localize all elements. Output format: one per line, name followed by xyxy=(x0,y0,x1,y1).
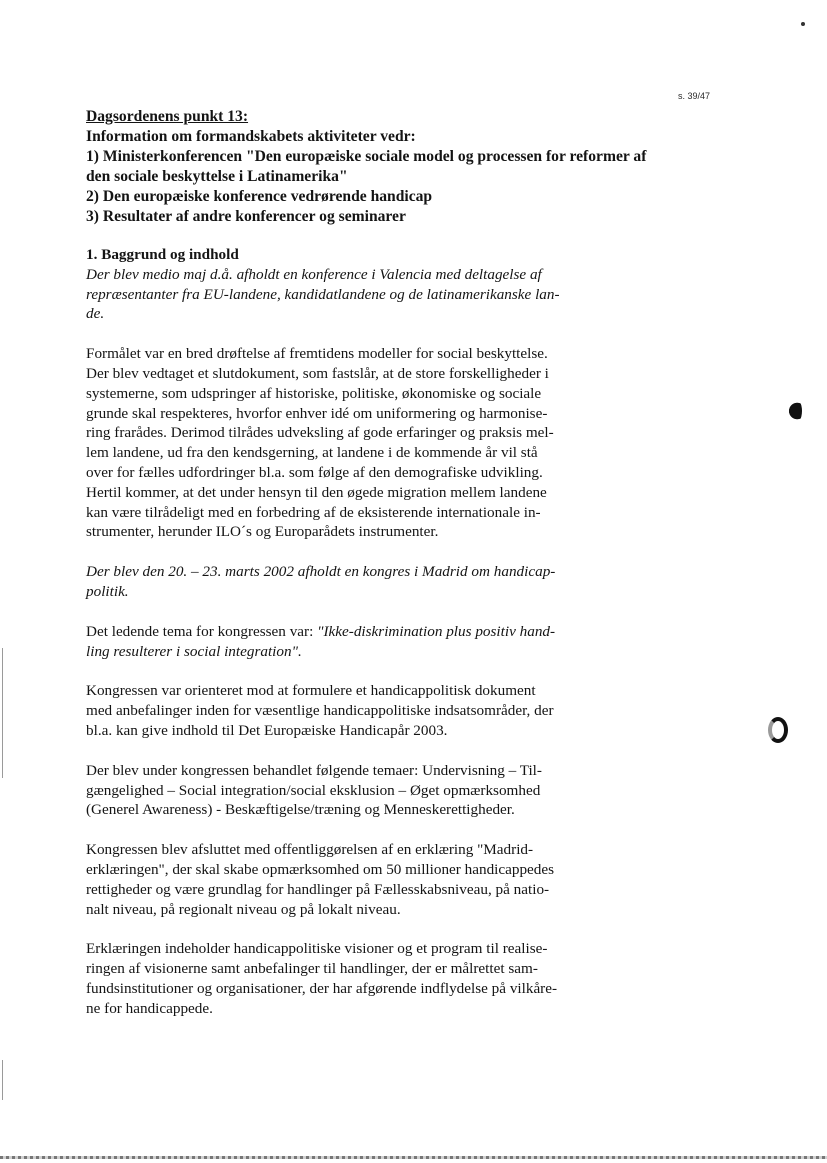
page-number: s. 39/47 xyxy=(678,91,711,101)
theme-quote: "Ikke-diskrimination plus positiv hand- xyxy=(317,622,556,640)
punch-hole-bottom xyxy=(768,717,788,743)
agenda-line: 1) Ministerkonferencen "Den europæiske sociale model og processen for reformer af xyxy=(86,148,647,165)
text-line: Kongressen blev afsluttet med offentliggørelsen af en erklæring "Madrid- xyxy=(86,841,534,859)
scan-edge-line-lower xyxy=(2,1060,3,1100)
agenda-line: Information om formandskabets aktiviteter vedr: xyxy=(86,128,416,145)
agenda-item-title: Dagsordenens punkt 13: xyxy=(86,108,249,125)
text-line: nalt niveau, på regionalt niveau og på lokalt niveau. xyxy=(86,900,401,918)
text-line: Der blev vedtaget et slutdokument, som fastslår, at de store forskelligheder i xyxy=(86,364,549,382)
text-line: grunde skal respekteres, hvorfor enhver idé om uniformering og harmonise- xyxy=(86,404,548,422)
punch-hole-top xyxy=(786,397,802,425)
text-line: ringen af visionerne samt anbefalinger til handlinger, der er målrettet sam- xyxy=(86,960,538,978)
text-line: lem landene, ud fra den kendsgerning, at landene i de kommende år vil stå xyxy=(86,444,538,462)
text-line: ring frarådes. Derimod tilrådes udveksling af gode erfaringer og praksis mel- xyxy=(86,424,554,442)
scan-bottom-edge xyxy=(0,1156,827,1159)
text-line: rettigheder og være grundlag for handlinger på Fællesskabsniveau, på natio- xyxy=(86,880,550,898)
text-line: Erklæringen indeholder handicappolitiske visioner og et program til realise- xyxy=(86,940,548,958)
text-line: Kongressen var orienteret mod at formulere et handicappolitisk dokument xyxy=(86,682,536,700)
document-body xyxy=(86,107,706,1019)
agenda-heading xyxy=(86,107,706,227)
theme-paragraph xyxy=(86,622,706,662)
agenda-line: den sociale beskyttelse i Latinamerika" xyxy=(86,168,348,185)
text-line: Hertil kommer, at det under hensyn til den øgede migration mellem landene xyxy=(86,483,547,501)
section-title: 1. Baggrund og indhold xyxy=(86,246,239,263)
text-line: kan være tilrådeligt med en forbedring af de eksisterende internationale in- xyxy=(86,503,541,521)
agenda-line: 3) Resultater af andre konferencer og seminarer xyxy=(86,208,406,225)
text-line: fundsinstitutioner og organisationer, der har afgørende indflydelse på vilkåre- xyxy=(86,979,558,997)
declaration-paragraph xyxy=(86,840,706,919)
text-line: (Generel Awareness) - Beskæftigelse/træning og Menneskerettigheder. xyxy=(86,801,515,819)
text-line: gængelighed – Social integration/social eksklusion – Øget opmærksomhed xyxy=(86,781,541,799)
text-line xyxy=(86,622,706,642)
text-line: politik. xyxy=(86,582,129,600)
intro-paragraph xyxy=(86,265,706,324)
valencia-paragraph xyxy=(86,344,706,542)
scan-speck xyxy=(801,22,805,26)
text-line: systemerne, som udspringer af historiske, politiske, økonomiske og sociale xyxy=(86,384,542,402)
text-line: strumenter, herunder ILO´s og Europarådets instrumenter. xyxy=(86,523,439,541)
agenda-line: 2) Den europæiske konference vedrørende handicap xyxy=(86,188,433,205)
text-line: Formålet var en bred drøftelse af fremtidens modeller for social beskyttelse. xyxy=(86,345,548,363)
theme-prefix: Det ledende tema for kongressen var: xyxy=(86,622,318,640)
themes-paragraph xyxy=(86,761,706,820)
text-line: bl.a. kan give indhold til Det Europæiske Handicapår 2003. xyxy=(86,721,448,739)
text-line: Der blev den 20. – 23. marts 2002 afholdt en kongres i Madrid om handicap- xyxy=(86,563,556,581)
text-line: erklæringen", der skal skabe opmærksomhed om 50 millioner handicappedes xyxy=(86,860,555,878)
text-line: repræsentanter fra EU-landene, kandidatlandene og de latinamerikanske lan- xyxy=(86,285,560,303)
congress-paragraph xyxy=(86,681,706,740)
text-line: Der blev medio maj d.å. afholdt en konference i Valencia med deltagelse af xyxy=(86,265,542,283)
visions-paragraph xyxy=(86,939,706,1018)
text-line: med anbefalinger inden for væsentlige handicappolitiske indsatsområder, der xyxy=(86,702,554,720)
text-line: ne for handicappede. xyxy=(86,999,213,1017)
text-line: over for fælles udfordringer bl.a. som følge af den demografiske udvikling. xyxy=(86,463,543,481)
text-line: Der blev under kongressen behandlet følgende temaer: Undervisning – Til- xyxy=(86,761,542,779)
text-line: ling resulterer i social integration". xyxy=(86,642,302,660)
madrid-paragraph xyxy=(86,562,706,602)
text-line: de. xyxy=(86,305,105,323)
scan-edge-line-upper xyxy=(2,648,3,778)
